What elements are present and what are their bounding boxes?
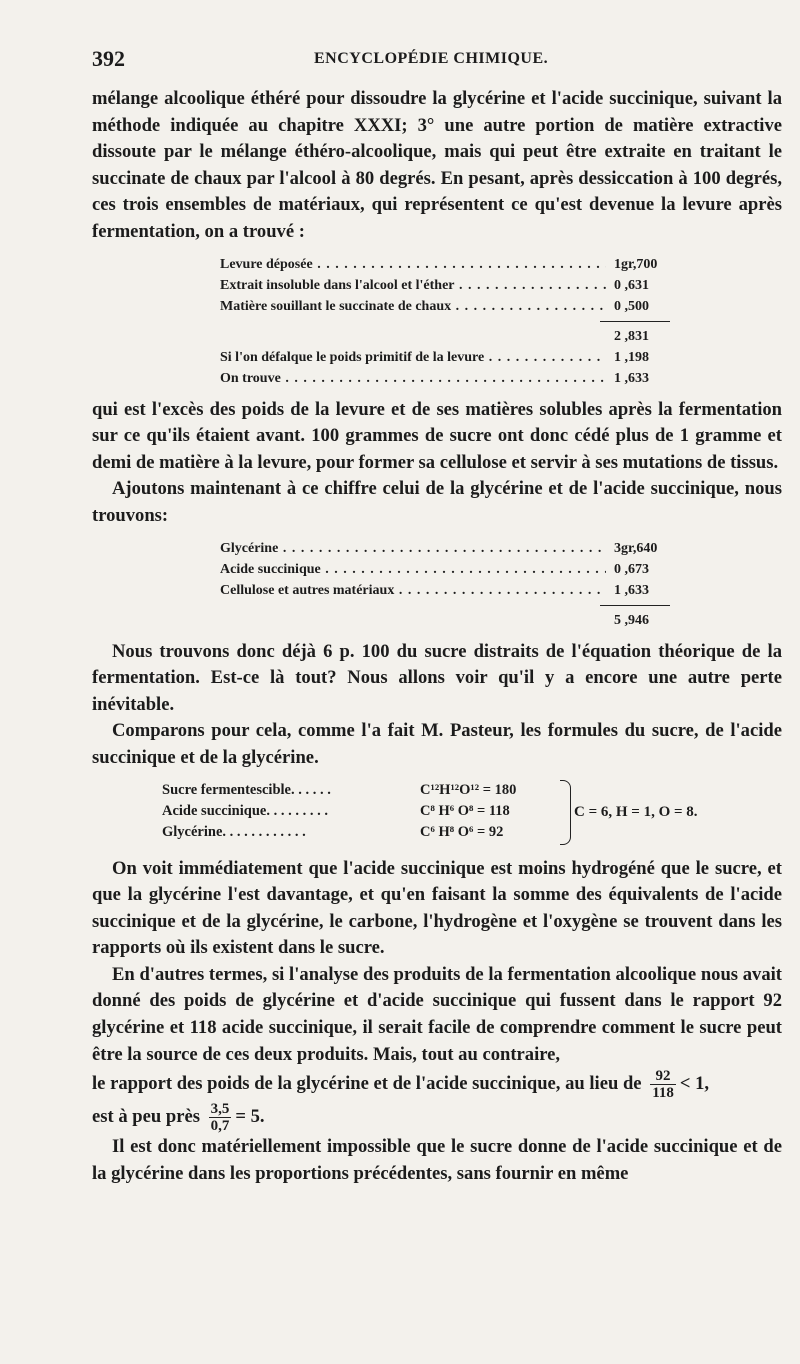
table-total-row	[220, 610, 670, 631]
row-value: 0 ,631	[614, 277, 649, 293]
row-value: 1 ,633	[614, 582, 649, 598]
table-row	[220, 275, 670, 296]
table-row	[220, 559, 670, 580]
paragraph-2: qui est l'excès des poids de la levure et de ses matières solubles après la fermentation sur ce qu'ils étaient avant. 100 grammes de sucre ont donc cédé plus de 1 gramme et demi de matière à la levure, pour former sa cellulose et servir à ses mutations de tissus.	[92, 398, 782, 473]
fraction-comparison: < 1,	[679, 1073, 710, 1095]
table-row	[220, 347, 670, 368]
row-label: Acide succinique . . .	[220, 559, 606, 580]
paragraph-8: Il est donc matériellement impossible que le sucre donne de l'acide succinique et de la glycérine dans les proportions précédentes, sans fournir en même	[92, 1136, 782, 1184]
equivalents-note: C = 6, H = 1, O = 8.	[574, 803, 698, 820]
row-label: Si l'on défalque le poids primitif de la levure . . .	[220, 347, 606, 368]
running-title: ENCYCLOPÉDIE CHIMIQUE.	[314, 50, 549, 67]
formula-name: Glycérine. . . . . . . . . . . .	[162, 823, 306, 840]
row-value: 1 ,198	[614, 349, 649, 365]
paragraph-3: Ajoutons maintenant à ce chiffre celui de la glycérine et de l'acide succinique, nous trouvons:	[92, 478, 782, 526]
page-header	[92, 46, 782, 76]
formula-row	[162, 822, 782, 843]
products-table	[220, 538, 670, 631]
page-number: 392	[92, 46, 125, 71]
row-value: 0 ,673	[614, 561, 649, 577]
weights-table	[220, 254, 670, 389]
formula-expression: C⁸ H⁶ O⁸ = 118	[420, 802, 510, 819]
row-label: Extrait insoluble dans l'alcool et l'éther . . .	[220, 275, 606, 296]
paragraph-1: mélange alcoolique éthéré pour dissoudre la glycérine et l'acide succinique, suivant la méthode indiquée au chapitre XXXI; 3° une autre portion de matière extractive dissoute par le mélange éthéro-alcoolique, mais qui peut être extraite en traitant le succinate de chaux par l'alcool à 80 degrés. En pesant, après dessiccation à 100 degrés, ces trois ensembles de matériaux, qui représentent ce qu'est devenue la levure après fermentation, on a trouvé :	[92, 88, 782, 242]
table-row	[220, 254, 670, 275]
fraction-92-118	[650, 1068, 676, 1101]
row-value: 0 ,500	[614, 298, 649, 314]
table-row	[220, 296, 670, 317]
formula-block	[162, 780, 782, 846]
paragraph-5: Comparons pour cela, comme l'a fait M. Pasteur, les formules du sucre, de l'acide succinique et de la glycérine.	[92, 720, 782, 768]
row-label: Cellulose et autres matériaux . . .	[220, 580, 606, 601]
paragraph-7-continued	[92, 1068, 782, 1101]
fraction-numerator: 92	[650, 1068, 676, 1085]
fraction-denominator: 0,7	[210, 1118, 230, 1135]
formula-name: Sucre fermentescible. . . . . .	[162, 781, 331, 798]
approx-text: est à peu près	[92, 1106, 200, 1128]
formula-name: Acide succinique. . . . . . . . .	[162, 802, 328, 819]
body-text	[92, 86, 782, 1187]
formula-expression: C⁶ H⁸ O⁶ = 92	[420, 823, 504, 840]
row-label: Matière souillant le succinate de chaux . . .	[220, 296, 606, 317]
total-value: 5 ,946	[614, 612, 649, 628]
formula-row	[162, 780, 782, 801]
paragraph-6: On voit immédiatement que l'acide succinique est moins hydrogéné que le sucre, et que la glycérine l'est davantage, et qu'en faisant la somme des équivalents de l'acide succinique et de la glycérine, le carbone, l'hydrogène et l'oxygène se trouvent dans les rapports où ils existent dans le sucre.	[92, 857, 782, 959]
table-row	[220, 538, 670, 559]
sum-rule	[600, 605, 670, 606]
paragraph-7: En d'autres termes, si l'analyse des produits de la fermentation alcoolique nous avait donné des poids de glycérine et d'acide succinique qui fussent dans le rapport 92 glycérine et 118 acide succinique, il serait facile de comprendre comment le sucre peut être la source de ces deux produits. Mais, tout au contraire,	[92, 963, 782, 1065]
formula-expression: C¹²H¹²O¹² = 180	[420, 781, 517, 798]
ratio-sentence: le rapport des poids de la glycérine et de l'acide succinique, au lieu de	[92, 1073, 642, 1095]
fraction-denominator: 118	[652, 1085, 674, 1102]
fraction-result: = 5.	[235, 1106, 265, 1128]
total-value: 2 ,831	[614, 328, 649, 344]
row-label: Levure déposée . . .	[220, 254, 606, 275]
paragraph-4: Nous trouvons donc déjà 6 p. 100 du sucre distraits de l'équation théorique de la fermentation. Est-ce là tout? Nous allons voir qu'il y a encore une autre perte inévitable.	[92, 640, 782, 715]
row-value: 3gr,640	[614, 540, 658, 556]
table-row	[220, 368, 670, 389]
row-label: On trouve . . .	[220, 368, 606, 389]
fraction-3-5-0-7	[209, 1101, 232, 1134]
row-label: Glycérine . . .	[220, 538, 606, 559]
curly-brace	[560, 780, 571, 845]
fraction-numerator: 3,5	[210, 1101, 230, 1118]
row-value: 1 ,633	[614, 370, 649, 386]
sum-rule	[600, 321, 670, 322]
table-total-row	[220, 326, 670, 347]
table-row	[220, 580, 670, 601]
row-value: 1gr,700	[614, 256, 658, 272]
paragraph-7-end	[92, 1101, 782, 1134]
